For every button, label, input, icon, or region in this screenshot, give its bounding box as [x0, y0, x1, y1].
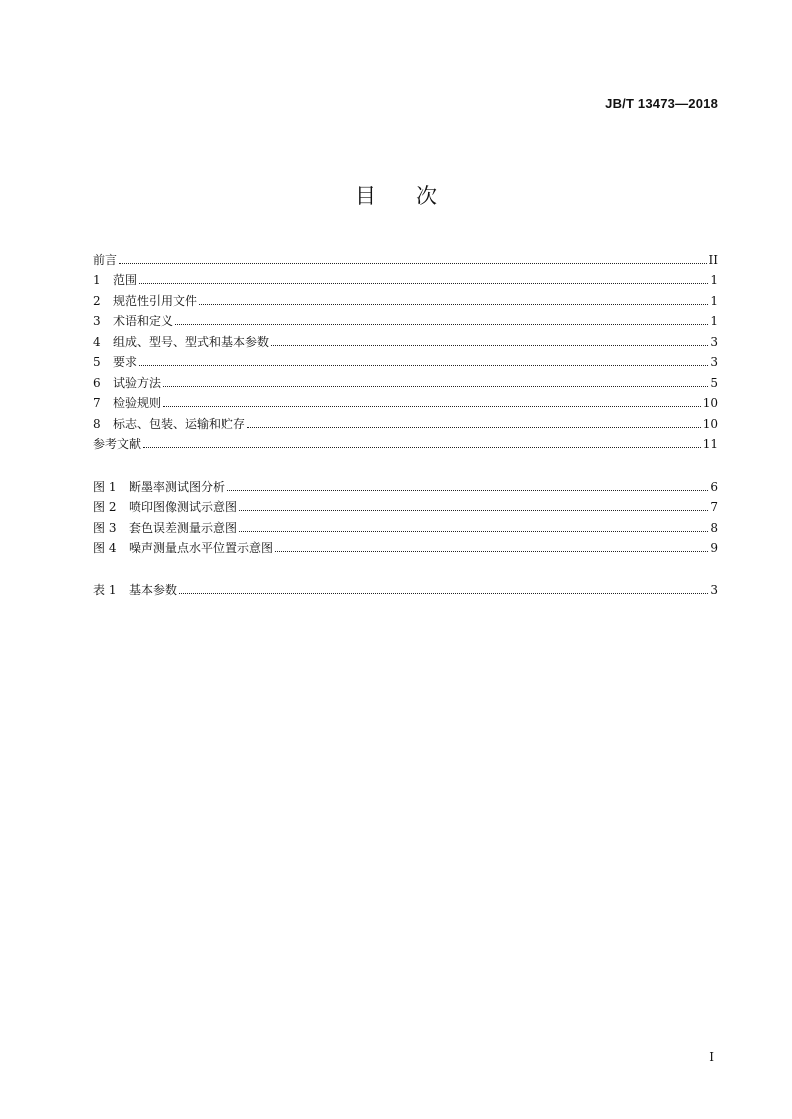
toc-leader-dots — [239, 510, 708, 511]
toc-figure-page: 7 — [710, 500, 718, 514]
toc-figure-number: 图 1 — [93, 479, 117, 494]
toc-leader-dots — [227, 490, 708, 491]
toc-figure-number: 图 4 — [93, 541, 117, 555]
toc-entry[interactable] — [93, 391, 718, 412]
toc-entry-label: 范围 — [113, 273, 138, 287]
toc-entry-page: 11 — [702, 437, 718, 451]
toc-entry-page: 10 — [702, 416, 718, 431]
toc-figure-page: 8 — [710, 520, 718, 535]
document-code: JB/T 13473—2018 — [605, 96, 718, 111]
toc-figure-label: 断墨率测试图分析 — [129, 479, 226, 494]
page-number: I — [709, 1050, 714, 1064]
toc-leader-dots — [139, 365, 708, 366]
toc-entry-number: 7 — [93, 396, 101, 410]
toc-leader-dots — [275, 551, 708, 552]
toc-figure-entry[interactable] — [93, 474, 718, 495]
toc-entry-page: 3 — [710, 355, 718, 369]
toc-main-list — [93, 247, 718, 452]
toc-entry-label: 试验方法 — [113, 375, 162, 390]
toc-entry-page: 5 — [710, 375, 718, 390]
toc-entry[interactable] — [93, 350, 718, 371]
toc-figure-label: 噪声测量点水平位置示意图 — [129, 541, 274, 555]
toc-entry-number: 3 — [93, 314, 101, 328]
toc-tables-list — [93, 577, 718, 598]
toc-entry[interactable] — [93, 411, 718, 432]
toc-table-label: 基本参数 — [129, 582, 178, 597]
toc-entry-label: 要求 — [113, 355, 138, 369]
toc-entry[interactable] — [93, 247, 718, 268]
toc-entry[interactable] — [93, 288, 718, 309]
toc-leader-dots — [175, 324, 708, 325]
toc-entry-number: 2 — [93, 293, 101, 308]
toc-entry-number: 8 — [93, 416, 101, 431]
toc-entry-number: 5 — [93, 355, 101, 369]
toc-figure-page: 6 — [710, 479, 718, 494]
toc-entry-page: 1 — [710, 314, 718, 328]
toc-entry[interactable] — [93, 309, 718, 330]
toc-leader-dots — [199, 304, 708, 305]
toc-figure-page: 9 — [710, 541, 718, 555]
toc-table-number: 表 1 — [93, 582, 117, 597]
toc-entry-page: 10 — [702, 396, 718, 410]
toc-entry-label: 检验规则 — [113, 396, 162, 410]
toc-figure-entry[interactable] — [93, 536, 718, 557]
toc-figure-number: 图 3 — [93, 520, 117, 535]
toc-entry-number: 6 — [93, 375, 101, 390]
toc-entry-page: II — [708, 252, 718, 267]
toc-leader-dots — [239, 531, 708, 532]
toc-entry-page: 1 — [710, 273, 718, 287]
toc-entry-label: 参考文献 — [93, 437, 142, 451]
toc-figure-label: 喷印图像测试示意图 — [129, 500, 238, 514]
toc-entry[interactable] — [93, 268, 718, 289]
toc-entry[interactable] — [93, 370, 718, 391]
toc-entry[interactable] — [93, 432, 718, 453]
toc-entry-label: 组成、型号、型式和基本参数 — [113, 334, 270, 349]
toc-leader-dots — [163, 386, 708, 387]
toc-leader-dots — [119, 263, 707, 264]
toc-leader-dots — [271, 345, 708, 346]
toc-entry-label: 标志、包装、运输和贮存 — [113, 416, 246, 431]
toc-entry-page: 3 — [710, 334, 718, 349]
toc-title: 目次 — [355, 184, 477, 208]
toc-figure-number: 图 2 — [93, 500, 117, 514]
toc-table-page: 3 — [710, 582, 718, 597]
toc-figure-label: 套色误差测量示意图 — [129, 520, 238, 535]
toc-entry-label: 术语和定义 — [113, 314, 174, 328]
toc-figure-entry[interactable] — [93, 515, 718, 536]
toc-entry-label: 前言 — [93, 252, 118, 267]
toc-leader-dots — [139, 283, 708, 284]
toc-figures-list — [93, 474, 718, 556]
toc-figure-entry[interactable] — [93, 495, 718, 516]
toc-entry[interactable] — [93, 329, 718, 350]
toc-entry-label: 规范性引用文件 — [113, 293, 198, 308]
toc-leader-dots — [179, 593, 708, 594]
toc-entry-number: 1 — [93, 273, 101, 287]
toc-leader-dots — [247, 427, 701, 428]
toc-leader-dots — [143, 447, 701, 448]
toc-table-entry[interactable] — [93, 577, 718, 598]
toc-entry-page: 1 — [710, 293, 718, 308]
toc-entry-number: 4 — [93, 334, 101, 349]
toc-leader-dots — [163, 406, 701, 407]
